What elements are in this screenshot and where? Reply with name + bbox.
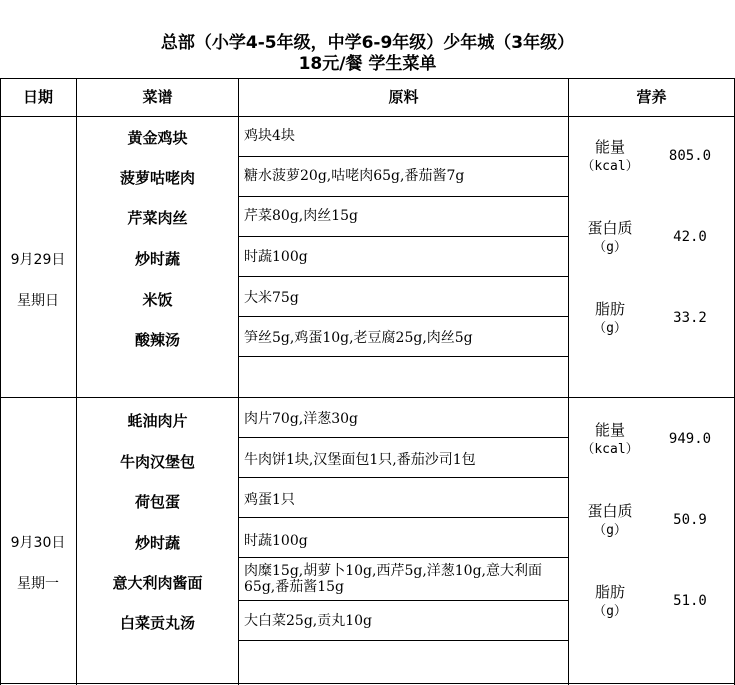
- header-ingredients: 原料: [388, 88, 419, 106]
- nutrition-fat-value: 33.2: [673, 310, 707, 326]
- header-menu: 菜谱: [142, 88, 173, 106]
- dish-ingredients: 鸡块4块: [244, 128, 295, 144]
- dish-name: 白菜贡丸汤: [119, 614, 195, 632]
- dish-ingredients: 肉片70g,洋葱30g: [244, 411, 359, 427]
- dish-name: 炒时蔬: [134, 250, 180, 268]
- dish-name: 菠萝咕咾肉: [119, 169, 195, 187]
- dish-ingredients: 牛肉饼1块,汉堡面包1只,番茄沙司1包: [244, 452, 476, 468]
- dish-name: 米饭: [142, 291, 173, 309]
- dish-ingredients: 糖水菠萝20g,咕咾肉65g,番茄酱7g: [244, 168, 465, 184]
- day-date: 9月30日: [10, 535, 66, 551]
- nutrition-protein-value: 42.0: [673, 229, 707, 245]
- nutrition-protein-label: 蛋白质 （g）: [587, 219, 633, 255]
- nutrition-energy-label: 能量 （kcal）: [581, 138, 639, 174]
- dish-ingredients: 时蔬100g: [244, 249, 308, 265]
- header-date: 日期: [22, 88, 53, 106]
- day-date: 9月29日: [10, 252, 66, 268]
- nutrition-fat-label: 脂肪 （g）: [593, 583, 627, 619]
- dish-ingredients: 笋丝5g,鸡蛋10g,老豆腐25g,肉丝5g: [244, 330, 473, 346]
- nutrition-fat-value: 51.0: [673, 593, 707, 609]
- dish-name: 炒时蔬: [134, 534, 180, 552]
- dish-ingredients: 大白菜25g,贡丸10g: [244, 613, 373, 629]
- dish-name: 蚝油肉片: [127, 412, 188, 430]
- nutrition-fat-label: 脂肪 （g）: [593, 300, 627, 336]
- dish-name: 牛肉汉堡包: [119, 453, 195, 471]
- header-nutrition: 营养: [636, 88, 667, 106]
- dish-name: 荷包蛋: [134, 493, 180, 511]
- dish-name: 酸辣汤: [134, 331, 180, 349]
- day-weekday: 星期一: [17, 576, 59, 592]
- menu-subtitle: 18元/餐 学生菜单: [298, 54, 437, 74]
- dish-name: 黄金鸡块: [127, 129, 188, 147]
- nutrition-energy-value: 949.0: [668, 431, 712, 447]
- nutrition-protein-value: 50.9: [673, 512, 707, 528]
- dish-name: 意大利肉酱面: [112, 574, 203, 592]
- dish-ingredients: 芹菜80g,肉丝15g: [244, 208, 359, 224]
- day-weekday: 星期日: [17, 293, 59, 309]
- dish-ingredients: 时蔬100g: [244, 533, 308, 549]
- dish-ingredients: 肉糜15g,胡萝卜10g,西芹5g,洋葱10g,意大利面65g,番茄酱15g: [244, 563, 542, 595]
- dish-name: 芹菜肉丝: [127, 209, 188, 227]
- nutrition-energy-value: 805.0: [668, 148, 712, 164]
- dish-ingredients: 大米75g: [244, 290, 299, 306]
- nutrition-energy-label: 能量 （kcal）: [581, 421, 639, 457]
- nutrition-protein-label: 蛋白质 （g）: [587, 502, 633, 538]
- dish-ingredients: 鸡蛋1只: [244, 492, 295, 508]
- menu-title: 总部（小学4-5年级，中学6-9年级）少年城（3年级）: [160, 33, 575, 53]
